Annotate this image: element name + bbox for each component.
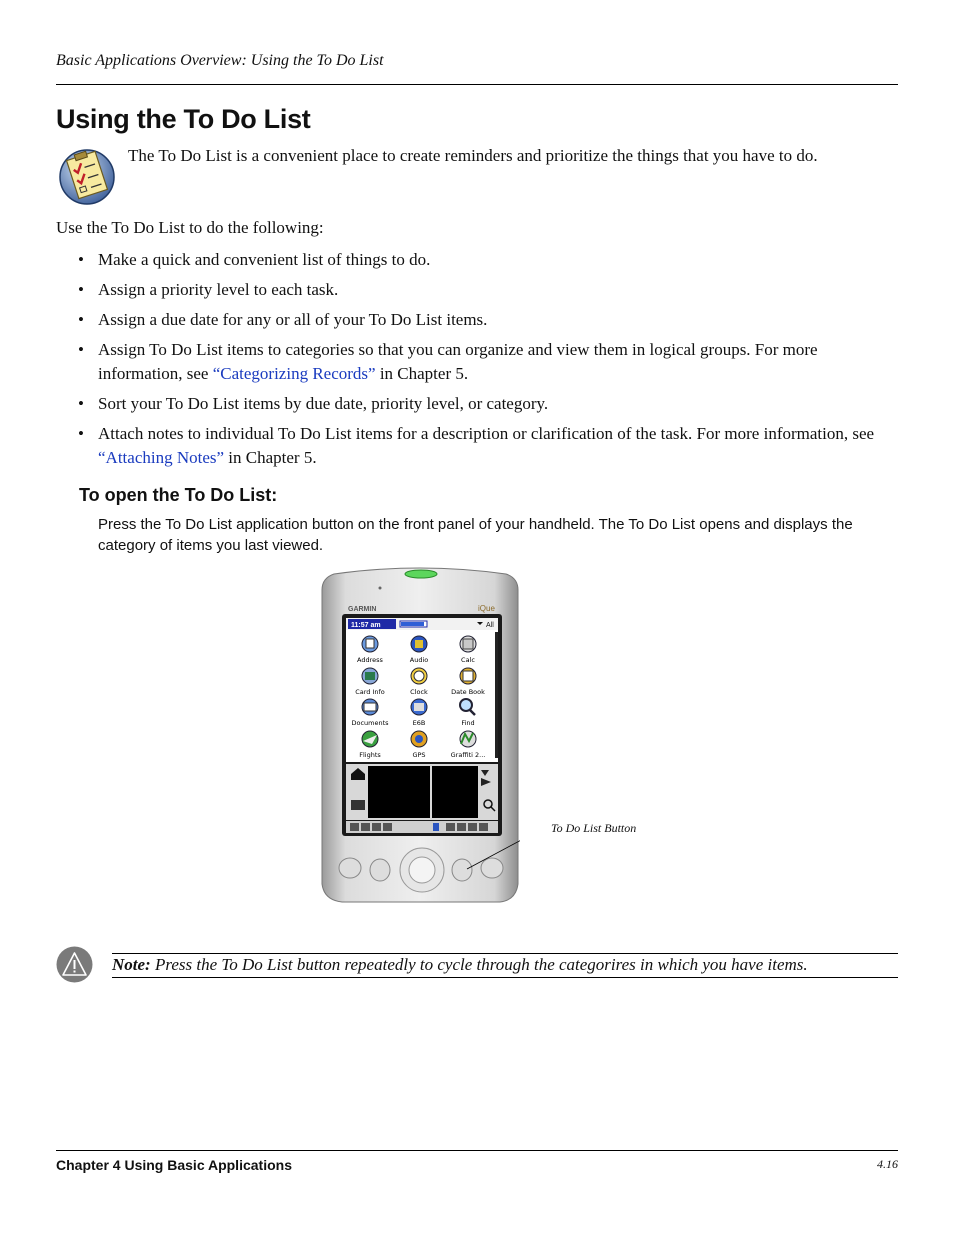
clock-time: 11:57 am <box>351 622 381 629</box>
app-label: E6B <box>412 719 426 727</box>
list-item: • Make a quick and convenient list of things to do. <box>78 250 431 269</box>
todo-button-callout: To Do List Button <box>551 821 637 835</box>
category-selector: All <box>486 622 494 629</box>
app-label: Address <box>357 656 383 664</box>
attaching-notes-link[interactable]: “Attaching Notes” <box>98 448 225 467</box>
app-label: Clock <box>410 688 428 696</box>
intro-paragraph: The To Do List is a convenient place to create reminders and prioritize the things that you have to do. <box>128 146 818 165</box>
header-rule <box>56 84 898 85</box>
categorizing-records-link[interactable]: “Categorizing Records” <box>212 364 376 383</box>
list-item: • Assign a due date for any or all of your To Do List items. <box>78 310 488 329</box>
todo-list-button <box>452 859 472 881</box>
page-number: 4.16 <box>877 1157 898 1171</box>
procedure-heading: To open the To Do List: <box>79 485 278 505</box>
note-rule-bottom <box>112 977 898 978</box>
app-label: Flights <box>359 751 381 759</box>
app-label: Card Info <box>355 688 385 696</box>
model-label: iQue <box>478 604 495 613</box>
page-title: Using the To Do List <box>56 104 311 134</box>
app-label: Documents <box>351 719 389 727</box>
list-item: • Sort your To Do List items by due date, priority level, or category. <box>78 394 549 413</box>
app-label: Calc <box>461 656 475 664</box>
todo-list-icon <box>58 144 116 206</box>
footer-rule <box>56 1150 898 1151</box>
app-label: Audio <box>409 656 429 664</box>
app-label: Date Book <box>451 688 485 696</box>
procedure-paragraph: Press the To Do List application button on the front panel of your handheld. The To Do List opens and displays the category of items you last viewed. <box>98 516 853 554</box>
feature-list <box>78 248 898 476</box>
note-rule-top <box>112 953 898 954</box>
app-label: Find <box>461 719 475 727</box>
brand-label: GARMIN <box>348 606 377 613</box>
footer-chapter: Chapter 4 Using Basic Applications <box>56 1157 292 1173</box>
note-callout <box>112 955 808 975</box>
app-label: GPS <box>412 751 426 759</box>
running-header: Basic Applications Overview: Using the To Do List <box>56 52 384 69</box>
note-body: Press the To Do List button repeatedly to cycle through the categorires in which you have items. <box>150 955 808 974</box>
list-item: • Assign To Do List items to categories so that you can organize and view them in logical groups. For more information, see “Categorizing Records” in Chapter 5. <box>78 340 818 383</box>
list-item: • Assign a priority level to each task. <box>78 280 339 299</box>
list-item: • Attach notes to individual To Do List items for a description or clarification of the task. For more information, see “Attaching Notes” in Chapter 5. <box>78 424 875 467</box>
warning-icon <box>56 946 93 983</box>
app-label: Graffiti 2... <box>450 751 486 759</box>
note-label: Note: <box>112 955 151 974</box>
lead-paragraph: Use the To Do List to do the following: <box>56 218 324 237</box>
handheld-device-figure <box>320 566 520 906</box>
